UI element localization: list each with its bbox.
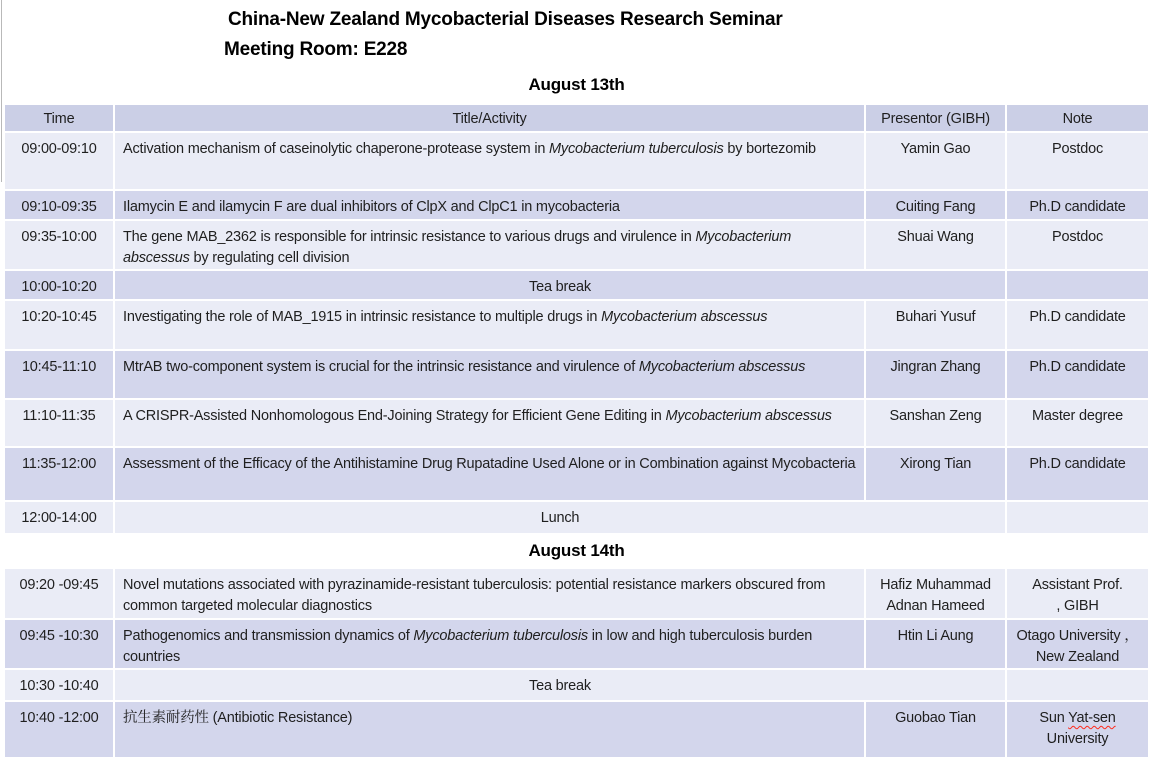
slide-edge-line: [1, 0, 2, 182]
title-block: [0, 0, 1153, 65]
note-cell: Ph.D candidate: [1007, 301, 1148, 351]
seminar-title: China-New Zealand Mycobacterial Diseases Research Seminar: [228, 9, 783, 30]
note-cell: Master degree: [1007, 400, 1148, 448]
note-cell: Assistant Prof. , GIBH: [1007, 569, 1148, 620]
text-segment: MtrAB two-component system is crucial for the intrinsic resistance and virulence of: [123, 359, 639, 375]
activity-cell: [115, 301, 866, 351]
text-segment: Sun: [1039, 710, 1069, 726]
time-cell: 12:00-14:00: [5, 502, 115, 535]
col-header-time: Time: [5, 105, 115, 133]
text-segment: in low and high tuberculosis burden countries: [123, 628, 813, 665]
activity-cell: [115, 702, 866, 759]
presentor-cell: Yamin Gao: [866, 133, 1007, 191]
text-segment: Novel mutations associated with pyrazinamide-resistant tuberculosis: potential resistance markers obscured from common targeted molecular diagnostics: [123, 577, 826, 614]
table-row: [5, 400, 1148, 448]
table-row: [5, 569, 1148, 620]
presentor-cell: Hafiz Muhammad Adnan Hameed: [866, 569, 1007, 620]
text-segment: by regulating cell division: [189, 250, 350, 266]
note-cell: Ph.D candidate: [1007, 351, 1148, 400]
table-row: [5, 351, 1148, 400]
merged-activity-cell: Tea break: [115, 670, 1007, 702]
table-row: [5, 502, 1148, 535]
species-name: Mycobacterium abscessus: [601, 309, 768, 325]
text-segment: A CRISPR-Assisted Nonhomologous End-Joining Strategy for Efficient Gene Editing in: [123, 408, 666, 424]
time-cell: 09:00-09:10: [5, 133, 115, 191]
presentor-cell: Sanshan Zeng: [866, 400, 1007, 448]
time-cell: 10:20-10:45: [5, 301, 115, 351]
time-cell: 11:10-11:35: [5, 400, 115, 448]
table-row: [5, 133, 1148, 191]
text-segment: Assessment of the Efficacy of the Antihistamine Drug Rupatadine Used Alone or in Combination against Mycobacteria: [123, 456, 856, 472]
merged-activity-cell: Tea break: [115, 271, 1007, 301]
species-name: Mycobacterium abscessus: [665, 408, 832, 424]
table-row: [5, 702, 1148, 759]
schedule: [0, 65, 1153, 759]
schedule-table-1: [5, 105, 1148, 535]
time-cell: 10:45-11:10: [5, 351, 115, 400]
activity-cell: [115, 569, 866, 620]
activity-cell: [115, 191, 866, 221]
note-cell: Ph.D candidate: [1007, 448, 1148, 502]
text-segment: Investigating the role of MAB_1915 in intrinsic resistance to multiple drugs in: [123, 309, 602, 325]
text-segment: University: [1046, 731, 1109, 747]
col-header-title: Title/Activity: [115, 105, 866, 133]
note-cell: [1007, 702, 1148, 759]
presentor-cell: Jingran Zhang: [866, 351, 1007, 400]
activity-cell: [115, 221, 866, 271]
time-cell: 09:35-10:00: [5, 221, 115, 271]
note-cell: [1007, 271, 1148, 301]
note-cell: [1007, 502, 1148, 535]
table-row: [5, 301, 1148, 351]
time-cell: 10:00-10:20: [5, 271, 115, 301]
presentor-cell: Guobao Tian: [866, 702, 1007, 759]
merged-activity-cell: Lunch: [115, 502, 1007, 535]
day-heading-2: August 14th: [528, 541, 625, 560]
activity-cell: [115, 351, 866, 400]
note-cell: Postdoc: [1007, 133, 1148, 191]
time-cell: 11:35-12:00: [5, 448, 115, 502]
text-segment: The gene MAB_2362 is responsible for intrinsic resistance to various drugs and virulence in: [123, 229, 696, 245]
presentor-cell: Htin Li Aung: [866, 620, 1007, 670]
table-row: [5, 670, 1148, 702]
presentor-cell: Xirong Tian: [866, 448, 1007, 502]
activity-cell: [115, 620, 866, 670]
text-segment: Activation mechanism of caseinolytic chaperone-protease system in: [123, 141, 550, 157]
presentor-cell: Buhari Yusuf: [866, 301, 1007, 351]
table-row: [5, 191, 1148, 221]
time-cell: 10:30 -10:40: [5, 670, 115, 702]
schedule-table-2: [5, 569, 1148, 759]
activity-cell: [115, 133, 866, 191]
time-cell: 09:45 -10:30: [5, 620, 115, 670]
note-cell: [1007, 670, 1148, 702]
misspelled-word: Yat-sen: [1068, 710, 1116, 726]
time-cell: 09:10-09:35: [5, 191, 115, 221]
day-heading-1: August 13th: [528, 75, 625, 94]
note-cell: Ph.D candidate: [1007, 191, 1148, 221]
col-header-note: Note: [1007, 105, 1148, 133]
activity-cell: [115, 400, 866, 448]
species-name: Mycobacterium abscessus: [123, 229, 792, 266]
table-row: [5, 620, 1148, 670]
text-segment: Ilamycin E and ilamycin F are dual inhibitors of ClpX and ClpC1 in mycobacteria: [123, 199, 620, 215]
text-segment: by bortezomib: [723, 141, 816, 157]
meeting-room: Meeting Room: E228: [224, 39, 408, 60]
table-row: [5, 221, 1148, 271]
note-cell: Otago University ， New Zealand: [1007, 620, 1148, 670]
col-header-presentor: Presentor (GIBH): [866, 105, 1007, 133]
note-cell: Postdoc: [1007, 221, 1148, 271]
text-segment: Pathogenomics and transmission dynamics of: [123, 628, 414, 644]
presentor-cell: Cuiting Fang: [866, 191, 1007, 221]
table-header-row: [5, 105, 1148, 133]
table-row: [5, 271, 1148, 301]
time-cell: 09:20 -09:45: [5, 569, 115, 620]
table-row: [5, 448, 1148, 502]
species-name: Mycobacterium abscessus: [638, 359, 806, 375]
activity-cell: [115, 448, 866, 502]
time-cell: 10:40 -12:00: [5, 702, 115, 759]
species-name: Mycobacterium tuberculosis: [549, 141, 724, 157]
species-name: Mycobacterium tuberculosis: [413, 628, 588, 644]
presentor-cell: Shuai Wang: [866, 221, 1007, 271]
text-segment: 抗生素耐药性 (Antibiotic Resistance): [123, 710, 353, 726]
